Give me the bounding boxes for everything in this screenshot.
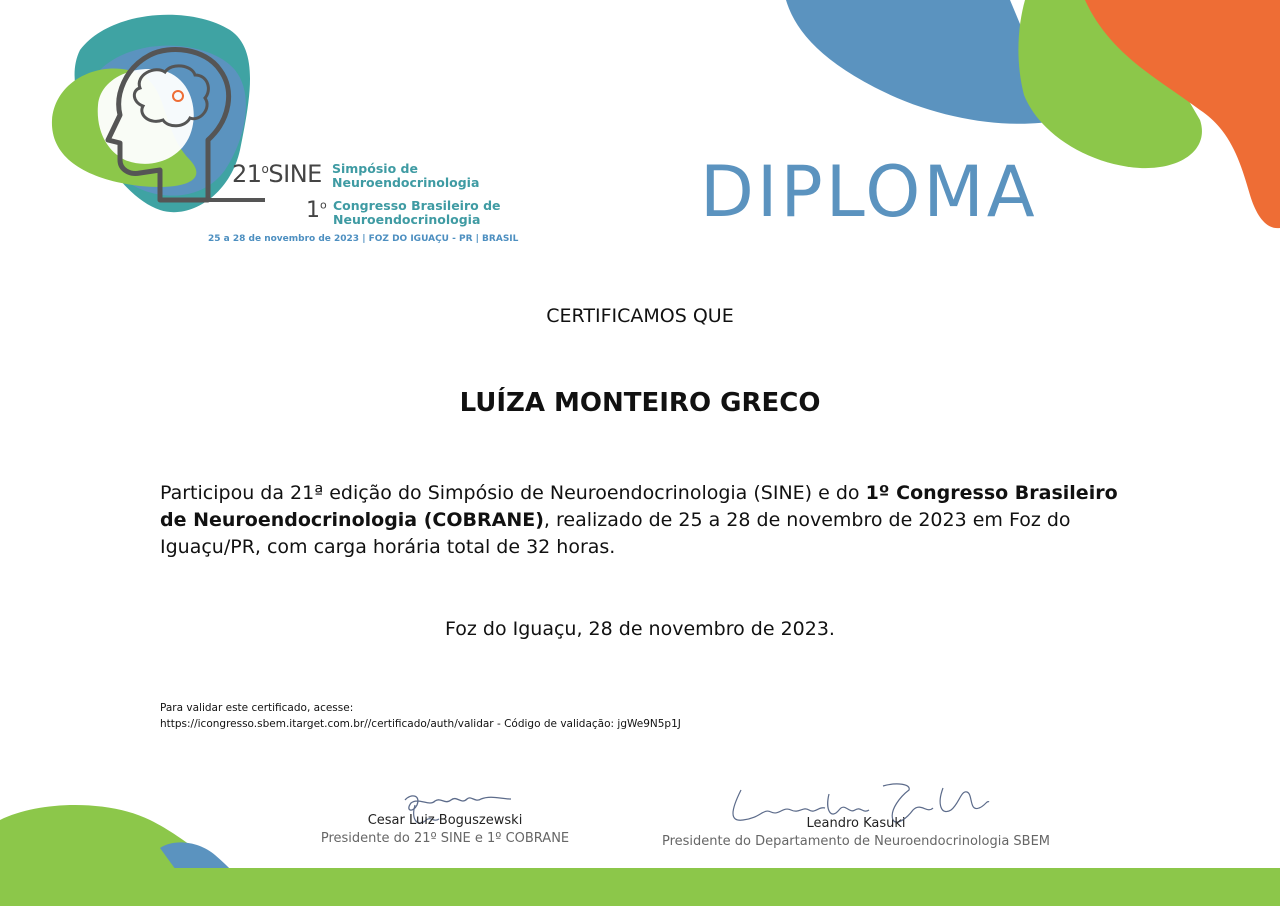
signatory-role-2: Presidente do Departamento de Neuroendocrinologia SBEM bbox=[661, 834, 1051, 849]
validation-instruction: Para validar este certificado, acesse: bbox=[160, 702, 354, 714]
certify-line: CERTIFICAMOS QUE bbox=[546, 305, 734, 327]
signature-left bbox=[280, 785, 610, 846]
logo-congress-number: 1$^o$ bbox=[306, 198, 327, 223]
recipient-name: LUÍZA MONTEIRO GRECO bbox=[459, 388, 821, 418]
certificate-body: Participou da 21ª edição do Simpósio de Neuroendocrinologia (SINE) e do 1º Congresso Brasileiro de Neuroendocrinologia (COBRANE), realizado de 25 a 28 de novembro de 2023 em Foz do Iguaçu/PR, com carga horária total de 32 horas. bbox=[160, 482, 1118, 558]
logo-congress-name: Congresso Brasileiro de Neuroendocrinologia bbox=[333, 198, 501, 227]
bottom-green-bar bbox=[0, 868, 1280, 906]
signatory-name-1: Cesar Luiz Boguszewski bbox=[367, 813, 523, 828]
logo-dates-location: 25 a 28 de novembro de 2023 | FOZ DO IGUAÇU - PR | BRASIL bbox=[208, 234, 519, 244]
validation-url[interactable]: https://icongresso.sbem.itarget.com.br//certificado/auth/validar - Código de validação: jgWe9N5p1J bbox=[160, 718, 681, 730]
diploma-title: DIPLOMA bbox=[700, 151, 1038, 233]
signatory-name-2: Leandro Kasuki bbox=[806, 816, 906, 831]
signature-right bbox=[640, 780, 1072, 849]
logo-edition: 21$^o$SINE bbox=[232, 160, 322, 188]
validation-info bbox=[160, 700, 681, 732]
signatory-role-1: Presidente do 21º SINE e 1º COBRANE bbox=[320, 831, 570, 846]
logo-symposium-name: Simpósio de Neuroendocrinologia bbox=[332, 161, 480, 190]
place-date: Foz do Iguaçu, 28 de novembro de 2023. bbox=[445, 618, 835, 640]
